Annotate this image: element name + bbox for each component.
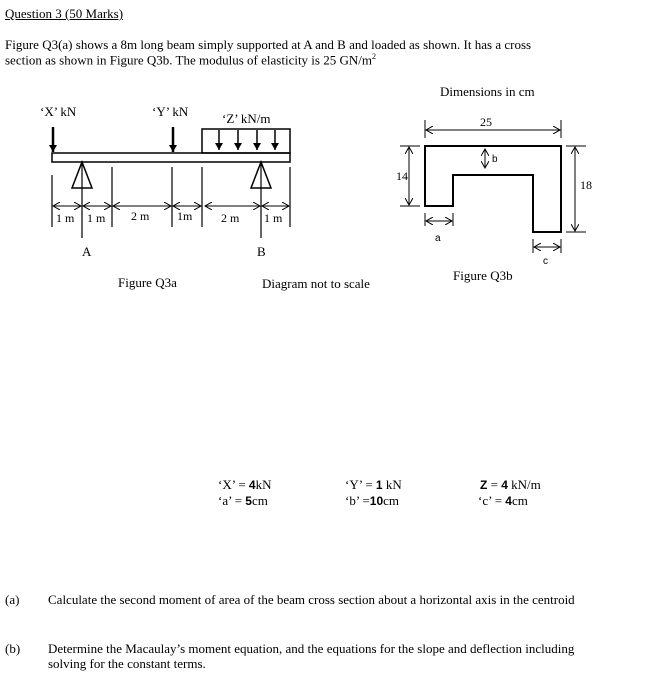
question-heading: Question 3 (50 Marks) <box>5 6 124 21</box>
value-a <box>218 493 268 509</box>
question-a-label: (a) <box>5 592 20 607</box>
a-label: a <box>435 233 441 244</box>
value-c <box>478 493 528 509</box>
a-number: 5 <box>245 494 252 508</box>
intro-line-1: Figure Q3(a) shows a 8m long beam simply supported at A and B and loaded as shown. It has a cross <box>5 37 532 52</box>
value-y <box>345 477 402 493</box>
c-label: c <box>543 256 548 267</box>
span-3: 2 m <box>131 209 150 223</box>
load-x-label: ‘X’ kN <box>40 104 77 119</box>
width-label: 25 <box>480 115 492 129</box>
c-label: ‘c’ = <box>478 493 506 508</box>
beam <box>52 153 290 162</box>
value-x <box>218 477 272 493</box>
a-label: ‘a’ = <box>218 493 246 508</box>
span-6: 1 m <box>264 211 283 225</box>
span-2: 1 m <box>87 211 106 225</box>
b-label: b <box>492 154 498 165</box>
x-label: ‘X’ = <box>218 477 249 492</box>
span-4: 1m <box>177 209 193 223</box>
c-unit: cm <box>511 493 528 508</box>
value-b <box>345 493 399 509</box>
support-b-label: B <box>257 244 266 259</box>
b-unit: cm <box>383 493 400 508</box>
x-unit: kN <box>255 477 272 492</box>
figure-q3b-caption: Figure Q3b <box>453 268 513 283</box>
y-unit: kN <box>382 477 402 492</box>
question-b-text: Determine the Macaulay’s moment equation, and the equations for the slope and deflection including solving for the constant terms. <box>48 641 575 671</box>
z-number: 4 <box>501 478 508 492</box>
b-number: 10 <box>369 494 384 508</box>
load-z-label: ‘Z’ kN/m <box>222 111 271 126</box>
right-height-label: 18 <box>580 178 592 192</box>
y-number: 1 <box>375 478 383 492</box>
span-5: 2 m <box>221 211 240 225</box>
udl-arrows <box>219 130 275 150</box>
load-y-label: ‘Y’ kN <box>152 104 189 119</box>
c-number: 4 <box>505 494 512 508</box>
z-equals: = <box>487 477 502 492</box>
a-unit: cm <box>251 493 268 508</box>
support-a-label: A <box>82 244 92 259</box>
span-1: 1 m <box>56 211 75 225</box>
question-b-label: (b) <box>5 641 21 656</box>
udl-box <box>202 129 290 153</box>
units-label: Dimensions in cm <box>440 84 535 99</box>
b-label: ‘b’ = <box>345 493 370 508</box>
intro-text: section as shown in Figure Q3b. The modulus of elasticity is 25 GN/m <box>5 52 372 68</box>
value-z <box>480 477 541 493</box>
y-label: ‘Y’ = <box>345 477 376 492</box>
dimension-ticks <box>52 162 290 238</box>
z-unit: kN/m <box>507 477 541 492</box>
figure-q3a-caption: Figure Q3a <box>118 275 177 290</box>
z-label: Z <box>480 478 488 492</box>
superscript: 2 <box>371 52 376 61</box>
diagram-note: Diagram not to scale <box>262 276 370 291</box>
cross-section-diagram <box>400 120 586 253</box>
question-a-text: Calculate the second moment of area of the beam cross section about a horizontal axis in the centroid <box>48 592 575 607</box>
x-number: 4 <box>248 478 256 492</box>
left-height-label: 14 <box>396 169 408 183</box>
